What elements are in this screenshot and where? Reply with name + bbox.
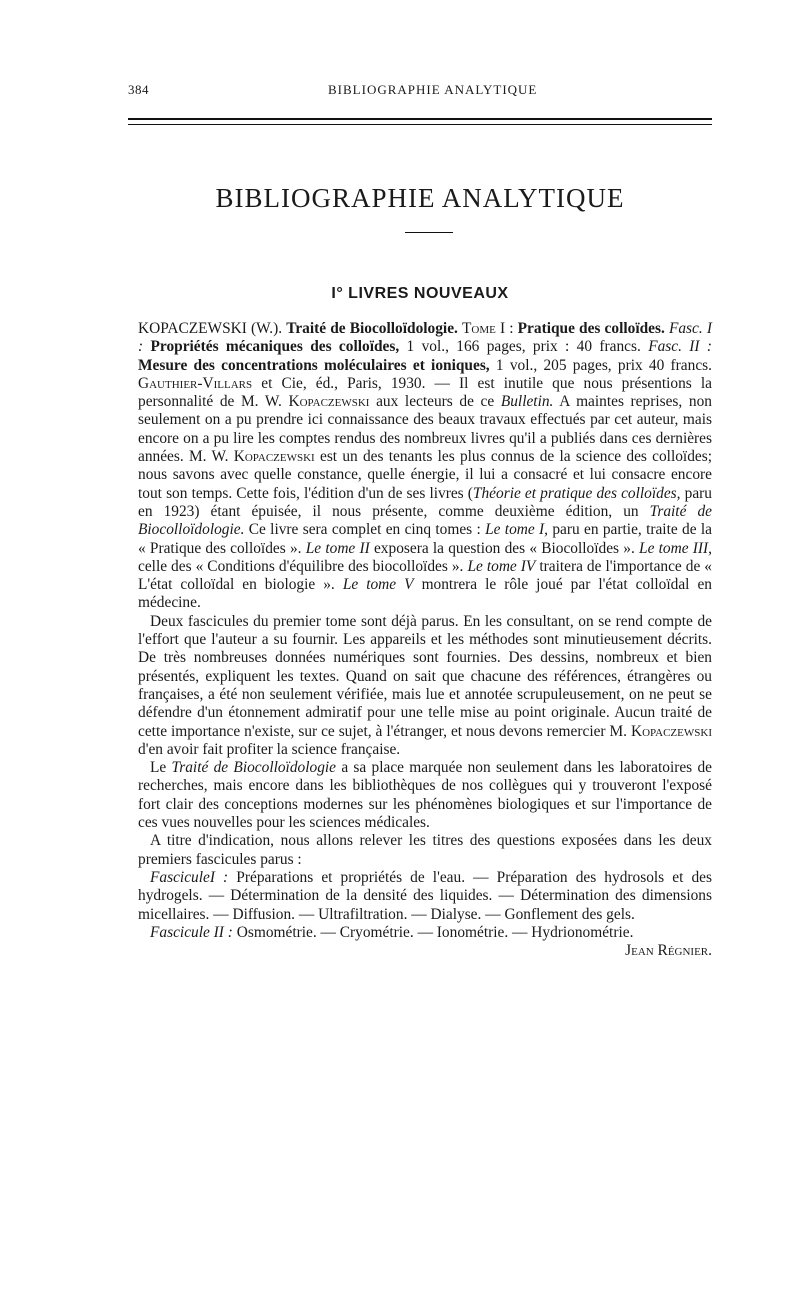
ref-text-h: celle des « Conditions d'équilibre des biocolloïdes ». <box>138 557 464 575</box>
section-title: I° LIVRES NOUVEAUX <box>331 285 509 302</box>
ref-fasc1-details: 1 vol., 166 pages, prix : 40 francs. <box>406 338 641 356</box>
fascicule-2-label: Fascicule II : <box>150 923 233 941</box>
p3-le: Le <box>150 759 167 777</box>
header-rule-thick <box>128 118 712 120</box>
ref-text-b: A maintes reprises, non seulement on a pu prendre ici connaissance des beaux travaux effectués par cet auteur, mais encore on a pu lire les comptes rendus des nombreux livres qu'il a publiés dans ces dernières années. M. W. <box>138 393 712 466</box>
ref-text-j: montrera le rôle joué par l'état colloïdal en médecine. <box>138 576 712 612</box>
ref-tome4: Le tome IV <box>467 557 536 575</box>
article-body <box>138 320 712 960</box>
ref-fasc1-title: Propriétés mécaniques des colloïdes, <box>150 338 400 356</box>
ref-text-i: traitera de l'importance de « L'état colloïdal en biologie ». <box>138 557 713 594</box>
ref-author-name: Kopaczewski <box>288 393 370 411</box>
ref-author-name-2: Kopaczewski <box>233 448 315 466</box>
ref-traite-title: Traité de Biocolloïdologie. <box>138 502 712 539</box>
paragraph-4 <box>138 832 712 869</box>
ref-fasc1-label: Fasc. I : <box>138 320 712 356</box>
p2-author-name: Kopaczewski <box>630 722 712 740</box>
ref-tome2: Le tome II <box>305 539 370 557</box>
ref-fasc2-label: Fasc. II : <box>648 338 712 356</box>
ref-text-publisher-tail: et Cie, éd., Paris, 1930. — Il est inutile que nous présentions la personnalité de M. W. <box>138 374 712 411</box>
ref-bulletin: Bulletin. <box>500 393 554 411</box>
paragraph-fascicule-2 <box>138 924 712 942</box>
ref-text-d: paru en 1923) étant épuisée, il nous présente, comme deuxième édition, un <box>138 484 712 520</box>
ref-tome-title: Pratique des colloïdes. <box>517 320 665 337</box>
paragraph-3 <box>138 759 712 832</box>
page-title: BIBLIOGRAPHIE ANALYTIQUE <box>215 183 625 213</box>
header-rule-thin <box>128 124 712 125</box>
fascicule-1-text: Préparations et propriétés de l'eau. — Préparation des hydrosols et des hydrogels. — Détermination de la densité des liquides. — Détermination des dimensions micellaires. — Diffusion. — Ultrafiltration. — Dialyse. — Gonflement des gels. <box>138 868 712 923</box>
paragraph-2 <box>138 613 712 759</box>
running-title: BIBLIOGRAPHIE ANALYTIQUE <box>328 82 538 97</box>
p3-traite-title: Traité de Biocolloïdologie <box>171 759 337 777</box>
ref-text-a: aux lecteurs de ce <box>376 393 495 411</box>
fascicule-1-label: FasciculeI : <box>150 868 229 886</box>
ref-tome-label: Tome I : <box>462 320 514 337</box>
p2-text-a: Deux fascicules du premier tome sont déjà parus. En les consultant, on se rend compte de l'effort que l'auteur a su fournir. Les appareils et les méthodes sont minutieusement décrits. De très nombreuses données numériques sont fournies. Des dessins, nombreux et bien présentés, expliquent les textes. Quand on sait que chacune des références, étrangères ou françaises, a été non seulement vérifiée, mais lue et annotée scrupuleusement, on ne peut se défendre d'un étonnement admiratif pour une telle mise au point originale. Aucun traité de cette importance n'existe, sur ce sujet, à l'étranger, et nous devons remercier M. <box>138 612 712 740</box>
paragraph-reference <box>138 320 712 613</box>
p3-text: a sa place marquée non seulement dans les laboratoires de recherches, mais encore dans les bibliothèques de nos collègues qui y trouveront l'exposé fort clair des conceptions modernes sur les phénomènes biologiques et sur l'importance de ces vues nouvelles pour les sciences médicales. <box>138 759 712 832</box>
ref-text-c: est un des tenants les plus connus de la science des colloïdes; nous savons avec quelle constance, quelle énergie, il lui a consacré et lui consacre encore tout son temps. Cette fois, l'édition d'un de ses livres ( <box>138 448 712 502</box>
ref-theorie-title: Théorie et pratique des colloïdes, <box>472 484 681 502</box>
p2-text-b: d'en avoir fait profiter la science française. <box>138 740 401 758</box>
running-header <box>128 82 712 102</box>
ref-tome5: Le tome V <box>342 576 414 594</box>
p4-text: A titre d'indication, nous allons relever les titres des questions exposées dans les deux premiers fascicules parus : <box>138 832 712 868</box>
signature: Jean Régnier. <box>625 942 712 960</box>
ref-text-f: paru en partie, traite de la « Pratique des colloïdes ». <box>138 521 712 557</box>
ref-text-g: exposera la question des « Biocolloïdes ». <box>373 539 635 557</box>
ref-tome1: Le tome I, <box>485 521 549 539</box>
title-underline <box>405 232 453 233</box>
ref-fasc2-details: 1 vol., 205 pages, prix 40 francs. <box>495 356 712 374</box>
page-number: 384 <box>128 82 149 97</box>
ref-title: Traité de Biocolloïdologie. <box>286 320 458 337</box>
ref-tome3: Le tome III, <box>639 539 713 557</box>
ref-fasc2-title: Mesure des concentrations moléculaires et ioniques, <box>138 356 490 374</box>
fascicule-2-text: Osmométrie. — Cryométrie. — Ionométrie. — Hydrionométrie. <box>236 923 634 941</box>
ref-author: KOPACZEWSKI (W.). <box>138 320 283 337</box>
ref-publisher: Gauthier-Villars <box>138 374 253 392</box>
paragraph-fascicule-1 <box>138 869 712 924</box>
ref-text-e: Ce livre sera complet en cinq tomes : <box>248 521 481 539</box>
